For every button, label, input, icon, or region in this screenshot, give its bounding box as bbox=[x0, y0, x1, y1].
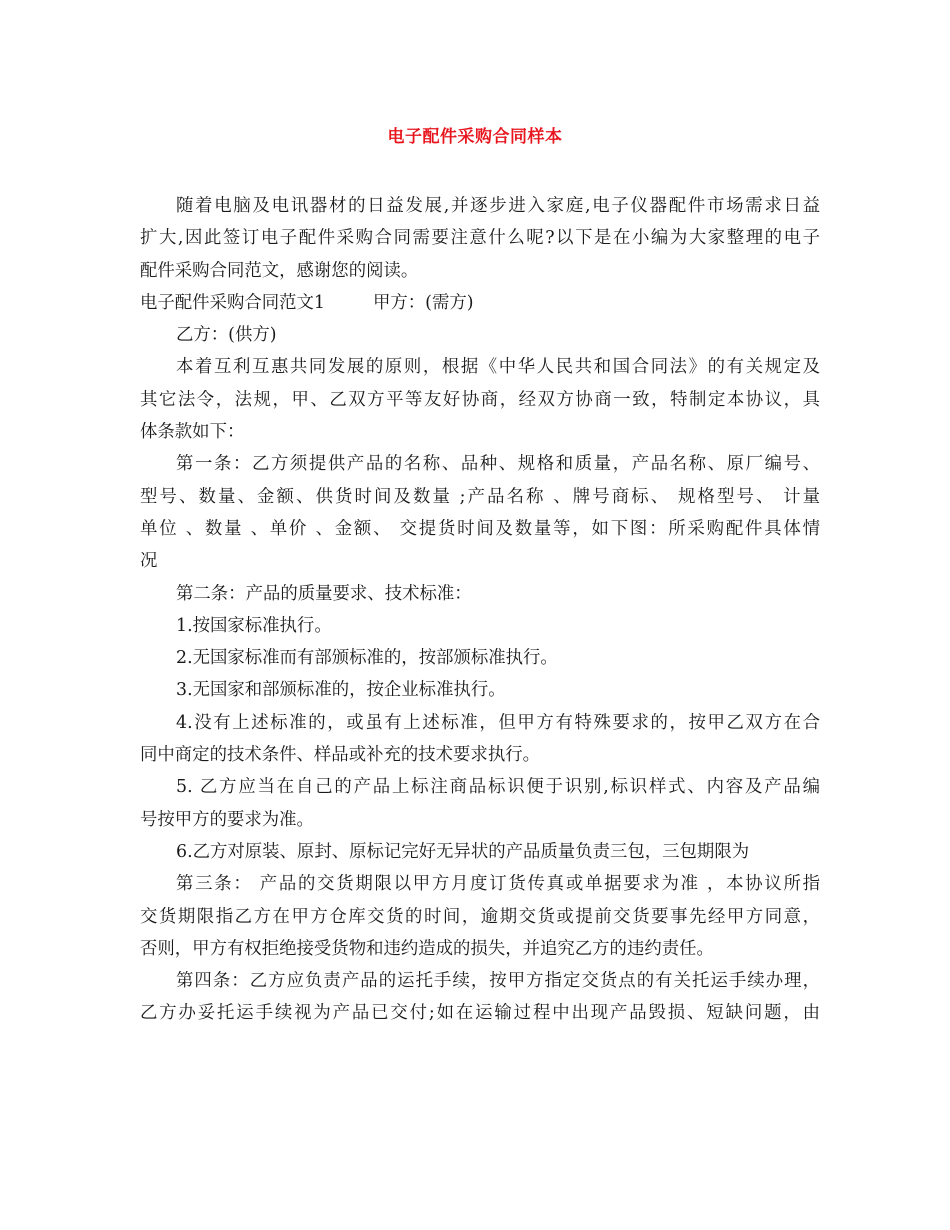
list-item: 3.无国家和部颁标准的，按企业标准执行。 bbox=[176, 680, 506, 701]
paragraph-line: 随着电脑及电讯器材的日益发展,并逐步进入家庭,电子仪器配件市场需求日益 bbox=[176, 196, 820, 216]
article-3-line: 第三条： 产品的交货期限以甲方月度订货传真或单据要求为准 ，本协议所指 bbox=[176, 874, 820, 895]
paragraph-line: 本着互利互惠共同发展的原则，根据《中华人民共和国合同法》的有关规定及 bbox=[176, 357, 820, 378]
article-1-line: 况 bbox=[140, 551, 158, 572]
list-item-continued: 号按甲方的要求为准。 bbox=[140, 809, 314, 830]
article-1-line: 型号、数量、金额、供货时间及数量 ;产品名称 、牌号商标、 规格型号、 计量 bbox=[140, 486, 820, 507]
document-body bbox=[140, 190, 820, 1030]
list-item: 5. 乙方应当在自己的产品上标注商品标识便于识别,标识样式、内容及产品编 bbox=[176, 777, 820, 798]
list-item: 2.无国家标准而有部颁标准的，按部颁标准执行。 bbox=[176, 648, 558, 669]
paragraph-line: 其它法令，法规，甲、乙双方平等友好协商，经双方协商一致，特制定本协议，具 bbox=[140, 389, 820, 410]
document-title: 电子配件采购合同样本 bbox=[387, 127, 563, 147]
article-2-heading: 第二条：产品的质量要求、技术标准： bbox=[176, 583, 472, 604]
list-item: 1.按国家标准执行。 bbox=[176, 615, 332, 636]
list-item-continued: 同中商定的技术条件、样品或补充的技术要求执行。 bbox=[140, 745, 540, 766]
paragraph-line: 配件采购合同范文，感谢您的阅读。 bbox=[140, 260, 419, 281]
article-3-line: 交货期限指乙方在甲方仓库交货的时间，逾期交货或提前交货要事先经甲方同意， bbox=[140, 906, 820, 927]
heading-gap bbox=[325, 287, 373, 319]
sample-heading-row bbox=[140, 287, 820, 319]
paragraph-line: 扩大,因此签订电子配件采购合同需要注意什么呢?以下是在小编为大家整理的电子 bbox=[140, 228, 820, 249]
article-1-line: 单位 、数量 、单价 、金额、 交提货时间及数量等，如下图：所采购配件具体情 bbox=[140, 518, 820, 539]
party-a-label: 甲方：(需方) bbox=[372, 292, 474, 313]
list-item: 6.乙方对原装、原封、原标记完好无异状的产品质量负责三包，三包期限为 bbox=[176, 841, 750, 862]
party-b-label: 乙方：(供方) bbox=[176, 325, 277, 346]
list-item: 4.没有上述标准的，或虽有上述标准，但甲方有特殊要求的，按甲乙双方在合 bbox=[176, 712, 820, 733]
sample-heading: 电子配件采购合同范文1 bbox=[140, 292, 325, 313]
article-4-line: 第四条：乙方应负责产品的运托手续，按甲方指定交货点的有关托运手续办理， bbox=[176, 971, 820, 992]
article-3-line: 否则，甲方有权拒绝接受货物和违约造成的损失，并追究乙方的违约责任。 bbox=[140, 938, 714, 959]
article-1-line: 第一条：乙方须提供产品的名称、品种、规格和质量，产品名称、原厂编号、 bbox=[176, 454, 820, 475]
paragraph-line: 体条款如下： bbox=[140, 422, 245, 443]
article-4-line: 乙方办妥托运手续视为产品已交付;如在运输过程中出现产品毁损、短缺问题，由 bbox=[140, 1003, 820, 1024]
